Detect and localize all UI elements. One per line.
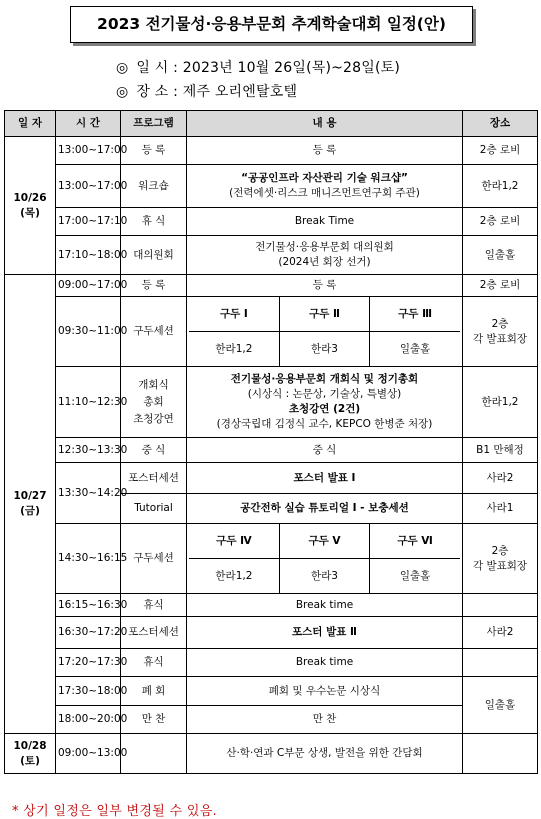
time-cell: 17:30~18:00 [56, 677, 121, 706]
time-cell: 17:10~18:00 [56, 236, 121, 275]
session-room: 한라1,2 [189, 332, 279, 367]
place-cell: 2층 로비 [463, 275, 538, 297]
event-date-line [116, 57, 400, 77]
program-cell: 구두세션 [121, 524, 187, 594]
place-cell: 사라1 [463, 494, 538, 524]
content-cell: Break Time [187, 208, 463, 236]
program-cell: 포스터세션 [121, 617, 187, 649]
content-cell: 포스터 발표 Ⅱ [187, 617, 463, 649]
oral-session-grid [187, 297, 463, 367]
time-cell: 11:10~12:30 [56, 367, 121, 438]
program-cell: 만 찬 [121, 706, 187, 734]
event-place: 장 소 : 제주 오리엔탈호텔 [136, 84, 298, 100]
time-cell: 09:00~13:00 [56, 734, 121, 774]
header-row [5, 111, 538, 137]
session-name: 구두 Ⅱ [279, 297, 369, 332]
session-room: 일출홀 [399, 342, 431, 355]
program-cell: 휴 식 [121, 208, 187, 236]
workshop-host: (전력에셋·리스크 매니즈먼트연구회 주관) [229, 187, 420, 199]
table-row [5, 236, 538, 275]
session-room: 한라3 [279, 559, 369, 594]
place-cell: 일출홀 [463, 236, 538, 275]
date-cell: 10/26 (목) [5, 137, 56, 275]
oral-session-grid [187, 524, 463, 594]
program-cell: 대의원회 [121, 236, 187, 275]
program-cell: 포스터세션 [121, 463, 187, 494]
table-row [5, 734, 538, 774]
program-cell: 개회식 총회 초청강연 [121, 367, 187, 438]
program-cell [121, 734, 187, 774]
table-row [5, 165, 538, 208]
place-cell: 한라1,2 [463, 367, 538, 438]
table-row [5, 208, 538, 236]
program-cell: 등 록 [121, 275, 187, 297]
content-cell: 산·학·연과 C부문 상생, 발전을 위한 간담회 [187, 734, 463, 774]
table-row [5, 617, 538, 649]
session-name: 구두 Ⅲ [370, 297, 460, 332]
place-cell: 2층 각 발표회장 [463, 297, 538, 367]
time-cell: 17:00~17:10 [56, 208, 121, 236]
table-row [5, 275, 538, 297]
program-cell: Tutorial [121, 494, 187, 524]
content-cell: Break time [187, 594, 463, 617]
program-cell: 등 록 [121, 137, 187, 165]
header-date: 일 자 [5, 111, 56, 137]
time-cell: 09:30~11:00 [56, 297, 121, 367]
time-cell: 13:00~17:00 [56, 137, 121, 165]
program-cell: 중 식 [121, 438, 187, 463]
content-cell [187, 236, 463, 275]
content-cell: 중 식 [187, 438, 463, 463]
program-cell: 구두세션 [121, 297, 187, 367]
time-cell: 13:30~14:20 [56, 463, 121, 524]
session-room: 일출홀 [399, 569, 431, 582]
schedule-change-note: * 상기 일정은 일부 변경될 수 있음. [12, 804, 217, 819]
program-cell: 폐 회 [121, 677, 187, 706]
time-cell: 13:00~17:00 [56, 165, 121, 208]
time-cell: 12:30~13:30 [56, 438, 121, 463]
session-room: 한라1,2 [189, 559, 279, 594]
table-row [5, 649, 538, 677]
place-cell: 2층 로비 [463, 208, 538, 236]
place-cell: 사라2 [463, 617, 538, 649]
place-cell: B1 만해정 [463, 438, 538, 463]
event-date: 일 시 : 2023년 10월 26일(목)~28일(토) [136, 60, 401, 76]
header-place: 장소 [463, 111, 538, 137]
place-cell: 2층 각 발표회장 [463, 524, 538, 594]
content-cell: 폐회 및 우수논문 시상식 [187, 677, 463, 706]
session-name: 구두 Ⅵ [370, 524, 460, 559]
place-cell [463, 594, 538, 617]
session-name: 구두 Ⅰ [189, 297, 279, 332]
session-name: 구두 Ⅳ [189, 524, 279, 559]
event-place-line [116, 81, 297, 101]
table-row [5, 438, 538, 463]
table-row [5, 706, 538, 734]
table-row [5, 594, 538, 617]
date-cell: 10/28 (토) [5, 734, 56, 774]
content-cell [187, 367, 463, 438]
date-cell: 10/27 (금) [5, 275, 56, 734]
meeting-note: (2024년 회장 선거) [278, 256, 371, 268]
keynote-title: 초청강연 (2건) [288, 403, 361, 415]
content-cell [187, 165, 463, 208]
time-cell: 09:00~17:00 [56, 275, 121, 297]
time-cell: 16:15~16:30 [56, 594, 121, 617]
place-cell: 한라1,2 [463, 165, 538, 208]
workshop-title: “공공인프라 자산관리 기술 워크샵” [241, 172, 408, 184]
time-cell: 16:30~17:20 [56, 617, 121, 649]
schedule-table [4, 110, 538, 774]
header-content: 내 용 [187, 111, 463, 137]
time-cell: 17:20~17:30 [56, 649, 121, 677]
header-time: 시 간 [56, 111, 121, 137]
table-row [5, 367, 538, 438]
content-cell: 등 록 [187, 275, 463, 297]
circle-mark-icon: ◎ [116, 60, 129, 76]
session-room: 한라3 [279, 332, 369, 367]
table-row [5, 297, 538, 367]
header-program: 프로그램 [121, 111, 187, 137]
circle-mark-icon: ◎ [116, 84, 129, 100]
program-cell: 휴식 [121, 649, 187, 677]
awards-note: (시상식 : 논문상, 기술상, 특별상) [247, 388, 402, 400]
table-row [5, 463, 538, 494]
place-cell [463, 734, 538, 774]
page-title: 2023 전기물성·응용부문회 추계학술대회 일정(안) [70, 6, 473, 43]
meeting-title: 전기물성·응용부문회 대의원회 [255, 241, 394, 253]
table-row [5, 524, 538, 594]
program-cell: 휴식 [121, 594, 187, 617]
place-cell [463, 649, 538, 677]
program-cell: 워크숍 [121, 165, 187, 208]
content-cell: 등 록 [187, 137, 463, 165]
content-cell: 포스터 발표 Ⅰ [187, 463, 463, 494]
keynote-speakers: (경상국립대 김정식 교수, KEPCO 한병준 처장) [216, 418, 433, 430]
table-row [5, 677, 538, 706]
session-name: 구두 Ⅴ [279, 524, 369, 559]
opening-title: 전기물성·응용부문회 개회식 및 정기총회 [230, 373, 419, 385]
table-row [5, 137, 538, 165]
time-cell: 14:30~16:15 [56, 524, 121, 594]
content-cell: Break time [187, 649, 463, 677]
content-cell: 공간전하 실습 튜토리얼 Ⅰ - 보충세션 [187, 494, 463, 524]
place-cell: 일출홀 [463, 677, 538, 734]
place-cell: 사라2 [463, 463, 538, 494]
place-cell: 2층 로비 [463, 137, 538, 165]
content-cell: 만 찬 [187, 706, 463, 734]
time-cell: 18:00~20:00 [56, 706, 121, 734]
